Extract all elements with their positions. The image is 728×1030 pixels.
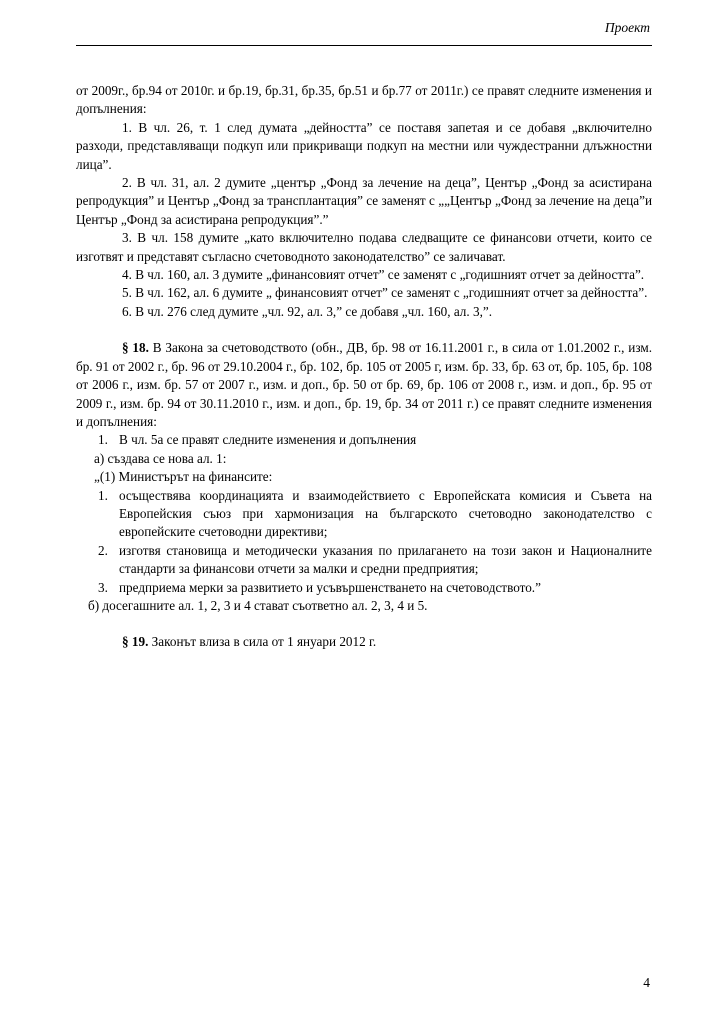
duty-text: изготвя становища и методически указания по прилагането на този закон и Националните стандарти за финансови отчети за малки и средни предприятия; — [119, 542, 652, 577]
duty-item-2 — [76, 542, 652, 579]
amendment-item-5: 5. В чл. 162, ал. 6 думите „ финансовият отчет” се заменят с „годишният отчет за дейността”. — [122, 285, 648, 301]
section-18-paragraph — [76, 339, 652, 431]
section-19-text: Законът влиза в сила от 1 януари 2012 г. — [148, 634, 377, 650]
section-18-text: В Закона за счетоводството (обн., ДВ, бр. 98 от 16.11.2001 г., в сила от 1.01.2002 г., изм. бр. 91 от 2002 г., бр. 96 от 29.10.2004 г., бр. 102, бр. 105 от 2005 г, изм. бр. 33, бр. 63 от, бр. 105, бр. 108 от 2006 г., изм. бр. 57 от 2007 г., изм. и доп., бр. 50 от бр. 69, бр. 106 от 2008 г., изм. и доп., бр. 95 от 2009 г., изм. бр. 94 от 30.11.2010 г., изм. и доп., бр. 19, бр. 34 от 2011 г.) се правят следните изменения и допълнения: — [76, 340, 652, 429]
new-paragraph-heading: „(1) Министърът на финансите: — [94, 469, 273, 485]
document-body — [76, 82, 652, 652]
duty-item-1 — [76, 487, 652, 542]
amendment-item-2: 2. В чл. 31, ал. 2 думите „център „Фонд за лечение на деца”, Център „Фонд за асистирана репродукция” и Център „Фонд за трансплантация” се заменят с „„Център „Фонд за лечение на деца”и Център „Фонд за асистирана репродукция”.” — [76, 175, 652, 227]
intro-paragraph: от 2009г., бр.94 от 2010г. и бр.19, бр.31, бр.35, бр.51 и бр.77 от 2011г.) се правят следните изменения и допълнения: — [76, 83, 652, 117]
amendment-item-6: 6. В чл. 276 след думите „чл. 92, ал. 3,” се добавя „чл. 160, ал. 3,”. — [122, 303, 493, 319]
section-gap — [76, 321, 652, 339]
duty-item-3 — [76, 579, 652, 597]
amendment-item-1: 1. В чл. 26, т. 1 след думата „дейността” се поставя запетая и се добавя „включително разходи, представляващи подкуп или прикриващи подкуп на местни или чуждестранни длъжностни лица”. — [76, 119, 652, 172]
amendment-item-3: 3. В чл. 158 думите „като включително подава следващите се финансови отчети, които се изготвят и представят съгласно счетоводното законодателство” се заличават. — [76, 230, 652, 264]
amendment-item-4: 4. В чл. 160, ал. 3 думите „финансовият отчет” се заменят с „годишният отчет за дейността”. — [122, 267, 645, 283]
section-18-point-list — [76, 431, 652, 449]
point-number: 1. — [98, 432, 108, 448]
section-gap — [76, 615, 652, 633]
page-header-label: Проект — [604, 20, 650, 35]
section-19-label: § 19. — [122, 634, 149, 650]
subpoint-b: б) досегашните ал. 1, 2, 3 и 4 стават съответно ал. 2, 3, 4 и 5. — [88, 597, 428, 613]
section-18-label: § 18. — [122, 340, 149, 356]
point-text: В чл. 5а се правят следните изменения и допълнения — [119, 432, 417, 448]
duty-number: 2. — [98, 542, 108, 558]
duty-text: осъществява координацията и взаимодействието с Европейската комисия и Съвета на Европейския съюз при хармонизация на българското счетоводно законодателство с европейските счетоводни директиви; — [119, 487, 652, 540]
page-number: 4 — [643, 975, 650, 990]
duty-text: предприема мерки за развитието и усъвършенстването на счетоводството.” — [119, 579, 541, 595]
duty-number: 1. — [98, 487, 108, 503]
header-rule — [76, 45, 652, 46]
subpoint-a: а) създава се нова ал. 1: — [94, 450, 227, 466]
section-19-paragraph — [76, 633, 652, 651]
duty-number: 3. — [98, 579, 108, 595]
minister-duties-list — [76, 487, 652, 597]
section-18-point-1 — [76, 431, 652, 449]
